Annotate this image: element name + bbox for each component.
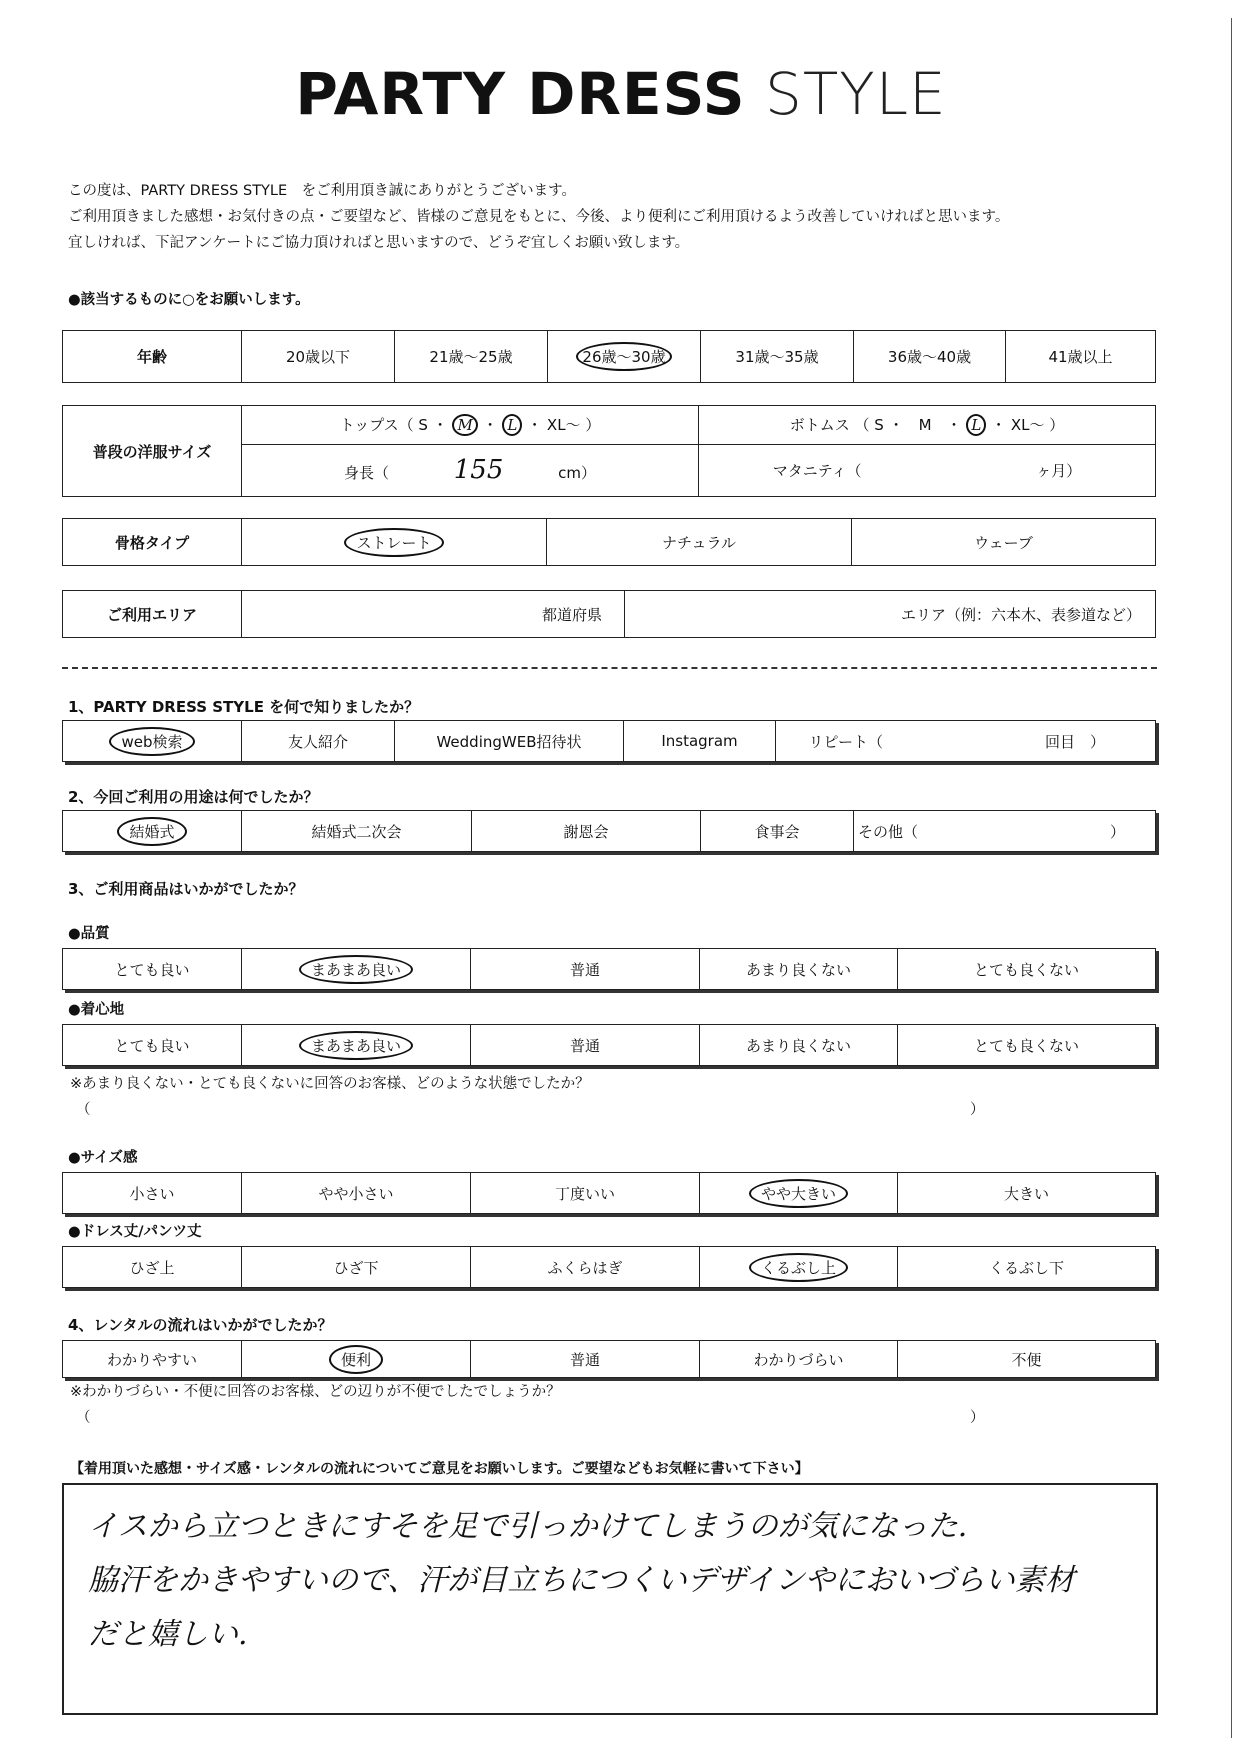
brand-bold: PARTY DRESS [295,60,746,128]
prefecture-field[interactable]: 都道府県 [242,591,625,638]
body-type-table [62,518,1156,566]
comfort-paren-close: ） [970,1102,985,1118]
comfort-paren-open: （ [76,1102,91,1118]
section-divider [62,667,1157,669]
quality-option-selected[interactable]: まあまあ良い [242,949,471,990]
tops-l-circled: L [502,414,522,436]
tops-size[interactable]: トップス（ S ・ M ・ L ・ XL～ ） [242,406,699,445]
size-feel-option[interactable]: 丁度いい [471,1173,700,1214]
quality-option[interactable]: とても良くない [898,949,1156,990]
length-option[interactable]: ひざ下 [242,1247,471,1288]
comfort-label: ●着心地 [68,1002,125,1018]
comfort-option[interactable]: とても良い [63,1025,242,1066]
q1-option-selected[interactable]: web検索 [63,721,242,762]
q2-option[interactable]: 謝恩会 [472,811,701,852]
brand-light: STYLE [765,60,947,128]
brand-logo [0,60,1242,128]
instruction: ●該当するものに○をお願いします。 [68,292,310,308]
age-option-selected[interactable]: 26歳～30歳 [548,331,701,383]
age-option[interactable]: 36歳～40歳 [854,331,1006,383]
length-option[interactable]: ふくらはぎ [471,1247,700,1288]
size-feel-table [62,1172,1156,1214]
height-value: 155 [453,455,504,486]
feedback-line: だと嬉しい. [88,1617,248,1652]
quality-label: ●品質 [68,926,110,942]
feedback-line: イスから立つときにすそを足で引っかけてしまうのが気になった. [88,1509,968,1544]
feedback-line: 脇汗をかきやすいので、汗が目立ちにつくいデザインやにおいづらい素材 [88,1563,1075,1598]
page-edge-line [1231,18,1232,1738]
height-field[interactable]: 身長（ 155 cm） [242,444,699,496]
age-option[interactable]: 21歳～25歳 [395,331,548,383]
size-feel-option[interactable]: 小さい [63,1173,242,1214]
length-label: ●ドレス丈/パンツ丈 [68,1224,202,1240]
body-type-option-selected[interactable]: ストレート [242,519,547,566]
intro-line: 宜しければ、下記アンケートにご協力頂ければと思いますので、どうぞ宜しくお願い致します。 [68,235,690,251]
feedback-title: 【着用頂いた感想・サイズ感・レンタルの流れについてご意見をお願いします。ご要望などもお気軽に書いて下さい】 [70,1461,809,1477]
age-option[interactable]: 31歳～35歳 [701,331,854,383]
q1-option[interactable]: リピート（ [776,721,916,762]
length-option-selected[interactable]: くるぶし上 [700,1247,898,1288]
q1-option[interactable]: WeddingWEB招待状 [395,721,624,762]
q1-repeat-count[interactable]: 回目 ） [916,721,1156,762]
area-label: ご利用エリア [63,591,242,638]
body-type-option[interactable]: ウェーブ [852,519,1156,566]
q4-option-selected[interactable]: 便利 [242,1341,471,1378]
length-table [62,1246,1156,1288]
age-option[interactable]: 41歳以上 [1006,331,1156,383]
q4-paren-close: ） [970,1410,985,1426]
quality-option[interactable]: あまり良くない [700,949,898,990]
quality-table [62,948,1156,990]
bottoms-l-circled: L [966,414,986,436]
q4-paren-open: （ [76,1410,91,1426]
q2-other-close[interactable]: ） [1004,811,1156,852]
area-field[interactable]: エリア（例：六本木、表参道など） [625,591,1156,638]
size-feel-label: ●サイズ感 [68,1150,138,1166]
q4-title: 4、レンタルの流れはいかがでしたか？ [68,1316,333,1334]
comfort-option-selected[interactable]: まあまあ良い [242,1025,471,1066]
size-feel-option-selected[interactable]: やや大きい [700,1173,898,1214]
intro-line: この度は、PARTY DRESS STYLE をご利用頂き誠にありがとうございます。 [68,183,576,199]
q2-option[interactable]: 結婚式二次会 [242,811,472,852]
q2-option[interactable]: 食事会 [701,811,854,852]
q1-table [62,720,1156,762]
intro-text [68,178,1009,256]
q2-title: 2、今回ご利用の用途は何でしたか？ [68,788,319,806]
feedback-box[interactable] [62,1483,1158,1715]
q1-option[interactable]: 友人紹介 [242,721,395,762]
size-label: 普段の洋服サイズ [63,406,242,497]
tops-m-circled: M [452,414,477,436]
age-option[interactable]: 20歳以下 [242,331,395,383]
length-option[interactable]: ひざ上 [63,1247,242,1288]
q2-option[interactable]: その他（ [854,811,1004,852]
bottoms-size[interactable]: ボトムス （ S ・ M ・ L ・ XL～ ） [699,406,1156,445]
q4-option[interactable]: わかりやすい [63,1341,242,1378]
size-table [62,405,1156,497]
quality-option[interactable]: とても良い [63,949,242,990]
comfort-option[interactable]: とても良くない [898,1025,1156,1066]
q4-note: ※わかりづらい・不便に回答のお客様、どの辺りが不便でしたでしょうか？ [70,1384,561,1400]
comfort-option[interactable]: あまり良くない [700,1025,898,1066]
length-option[interactable]: くるぶし下 [898,1247,1156,1288]
age-label: 年齢 [63,331,242,383]
q3-title: 3、ご利用商品はいかがでしたか？ [68,880,304,898]
area-table [62,590,1156,638]
body-type-option[interactable]: ナチュラル [547,519,852,566]
comfort-option[interactable]: 普通 [471,1025,700,1066]
size-feel-option[interactable]: 大きい [898,1173,1156,1214]
q4-option[interactable]: わかりづらい [700,1341,898,1378]
q1-title: 1、PARTY DRESS STYLE を何で知りましたか？ [68,698,420,716]
q4-option[interactable]: 普通 [471,1341,700,1378]
intro-line: ご利用頂きました感想・お気付きの点・ご要望など、皆様のご意見をもとに、今後、より便利にご利用頂けるよう改善していければと思います。 [68,209,1010,225]
q2-table [62,810,1156,852]
size-feel-option[interactable]: やや小さい [242,1173,471,1214]
q4-option[interactable]: 不便 [898,1341,1156,1378]
quality-option[interactable]: 普通 [471,949,700,990]
comfort-table [62,1024,1156,1066]
body-type-label: 骨格タイプ [63,519,242,566]
age-table [62,330,1156,383]
comfort-note: ※あまり良くない・とても良くないに回答のお客様、どのような状態でしたか？ [70,1076,590,1092]
q4-table [62,1340,1156,1378]
q1-option[interactable]: Instagram [624,721,776,762]
q2-option-selected[interactable]: 結婚式 [63,811,242,852]
maternity-field[interactable]: マタニティ（ ヶ月） [699,444,1156,496]
